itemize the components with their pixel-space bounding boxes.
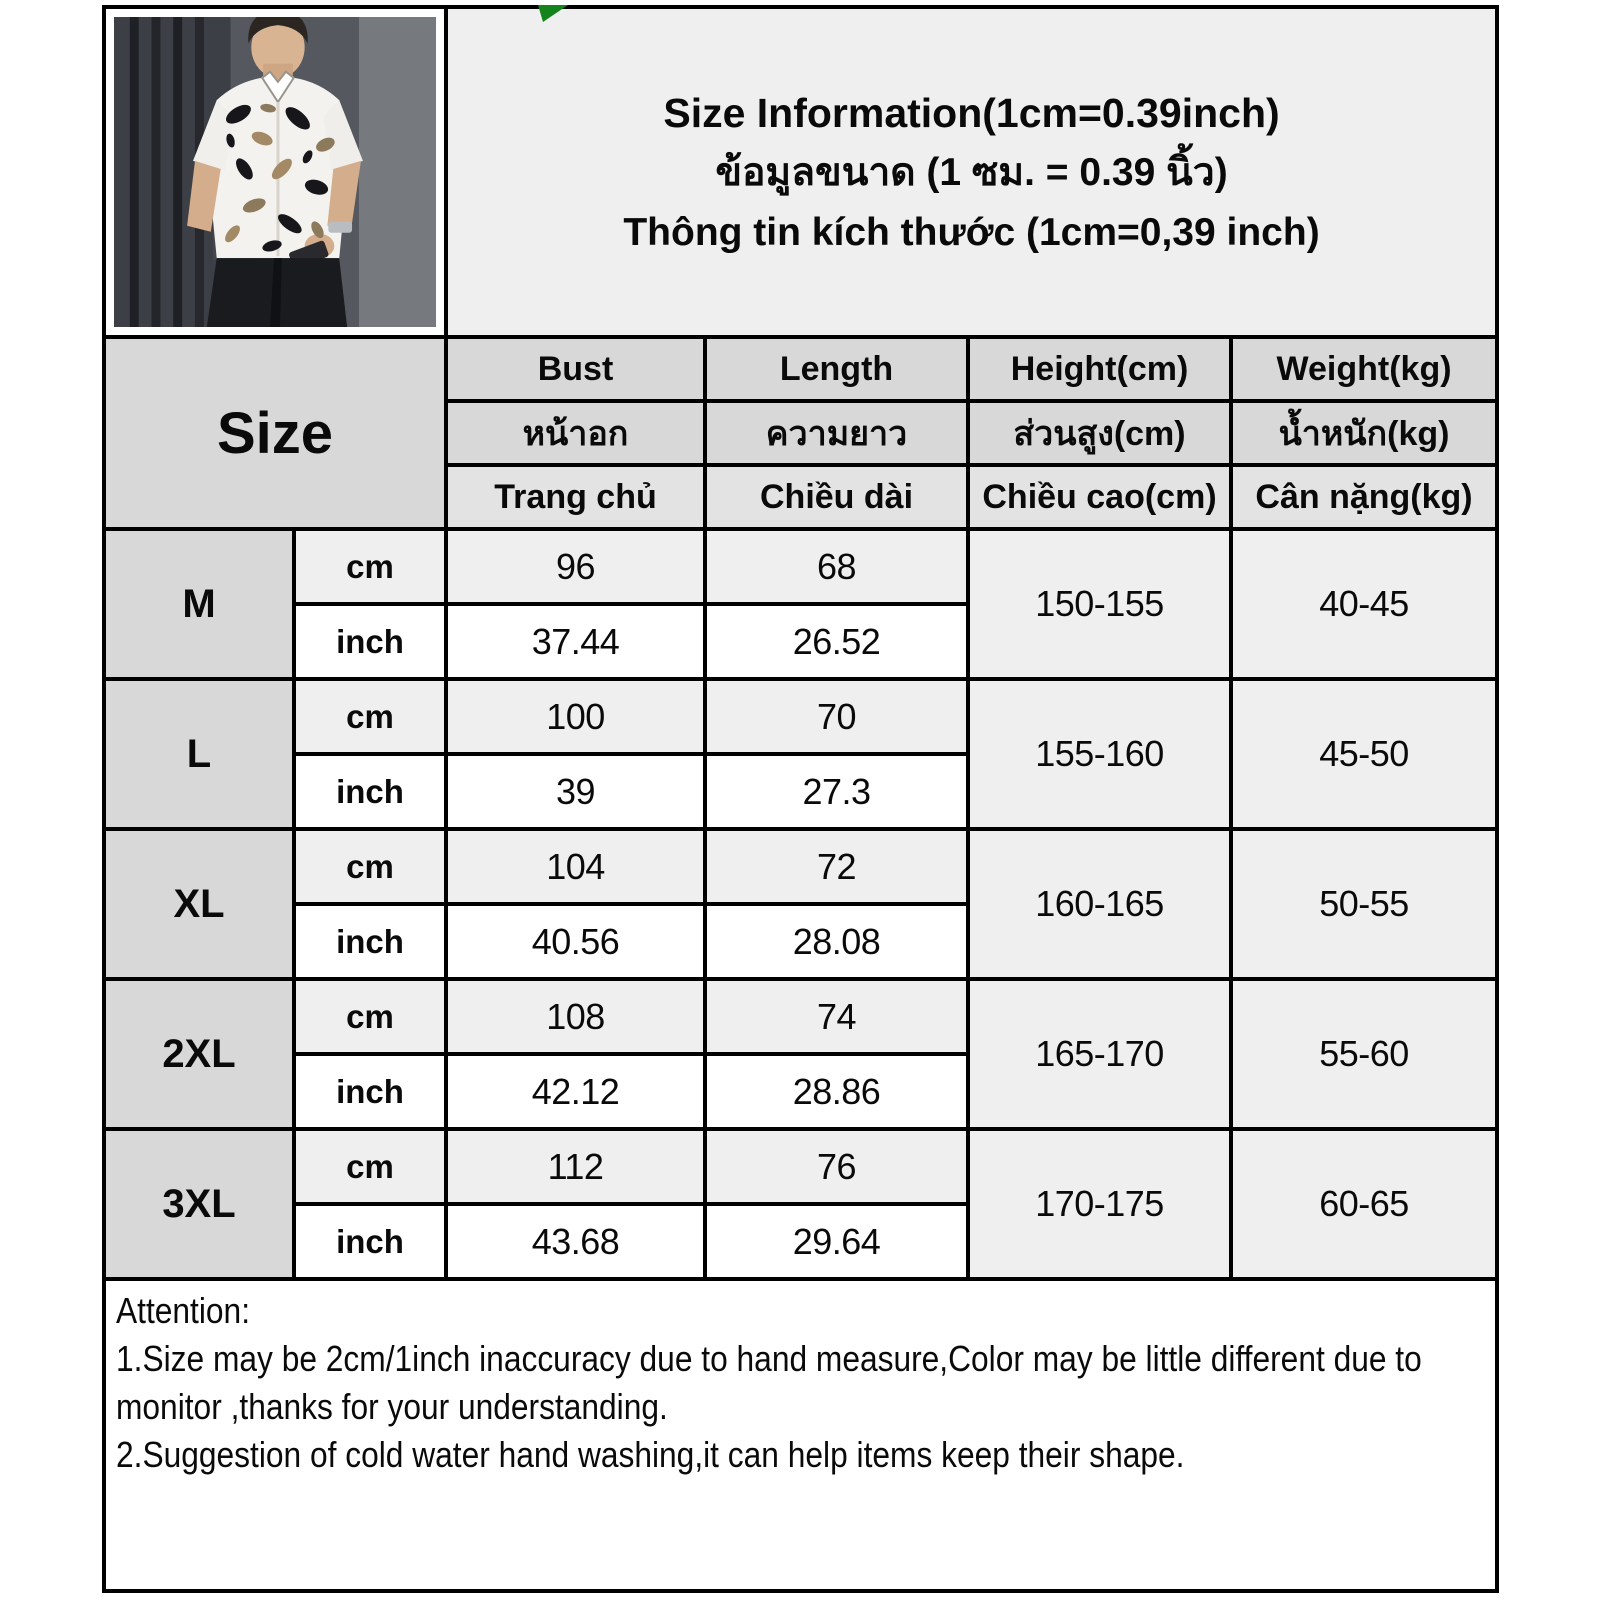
2xl-height-range: 165-170 [968, 979, 1231, 1129]
title-cell [446, 7, 1497, 337]
product-photo [114, 17, 436, 327]
size-chart-sheet [102, 5, 1495, 1593]
l-unit-inch: inch [294, 754, 446, 829]
3xl-length-inch: 29.64 [705, 1204, 968, 1279]
3xl-bust-inch: 43.68 [446, 1204, 705, 1279]
weight-header-th: น้ำหนัก(kg) [1231, 401, 1497, 465]
m-height-range: 150-155 [968, 529, 1231, 679]
2xl-weight-range: 55-60 [1231, 979, 1497, 1129]
xl-length-cm: 72 [705, 829, 968, 904]
xl-height-range: 160-165 [968, 829, 1231, 979]
l-weight-range: 45-50 [1231, 679, 1497, 829]
l-length-cm: 70 [705, 679, 968, 754]
title-vietnamese: Thông tin kích thước (1cm=0,39 inch) [623, 210, 1320, 254]
attention-heading: Attention: [116, 1290, 251, 1331]
title-thai: ข้อมูลขนาด (1 ซม. = 0.39 นิ้ว) [715, 150, 1228, 194]
height-header-en: Height(cm) [968, 337, 1231, 401]
bust-header-th: หน้าอก [446, 401, 705, 465]
attention-note-1: 1.Size may be 2cm/1inch inaccuracy due to hand measure,Color may be little different due to monitor ,thanks for your understanding. [116, 1338, 1422, 1427]
weight-header-vi: Cân nặng(kg) [1231, 465, 1497, 529]
m-length-cm: 68 [705, 529, 968, 604]
3xl-bust-cm: 112 [446, 1129, 705, 1204]
m-size-label: M [104, 529, 294, 679]
3xl-size-label: 3XL [104, 1129, 294, 1279]
3xl-weight-range: 60-65 [1231, 1129, 1497, 1279]
product-photo-cell [104, 7, 446, 337]
length-header-th: ความยาว [705, 401, 968, 465]
2xl-unit-inch: inch [294, 1054, 446, 1129]
attention-note-2: 2.Suggestion of cold water hand washing,it can help items keep their shape. [116, 1434, 1185, 1475]
xl-weight-range: 50-55 [1231, 829, 1497, 979]
length-header-vi: Chiều dài [705, 465, 968, 529]
bust-header-en: Bust [446, 337, 705, 401]
attention-section [104, 1279, 1497, 1591]
l-height-range: 155-160 [968, 679, 1231, 829]
3xl-height-range: 170-175 [968, 1129, 1231, 1279]
m-weight-range: 40-45 [1231, 529, 1497, 679]
l-length-inch: 27.3 [705, 754, 968, 829]
2xl-size-label: 2XL [104, 979, 294, 1129]
m-length-inch: 26.52 [705, 604, 968, 679]
l-unit-cm: cm [294, 679, 446, 754]
l-bust-cm: 100 [446, 679, 705, 754]
3xl-unit-cm: cm [294, 1129, 446, 1204]
m-unit-cm: cm [294, 529, 446, 604]
m-unit-inch: inch [294, 604, 446, 679]
3xl-length-cm: 76 [705, 1129, 968, 1204]
l-size-label: L [104, 679, 294, 829]
3xl-unit-inch: inch [294, 1204, 446, 1279]
weight-header-en: Weight(kg) [1231, 337, 1497, 401]
2xl-bust-inch: 42.12 [446, 1054, 705, 1129]
2xl-bust-cm: 108 [446, 979, 705, 1054]
xl-size-label: XL [104, 829, 294, 979]
2xl-unit-cm: cm [294, 979, 446, 1054]
title-english: Size Information(1cm=0.39inch) [663, 89, 1280, 136]
xl-unit-cm: cm [294, 829, 446, 904]
2xl-length-inch: 28.86 [705, 1054, 968, 1129]
xl-length-inch: 28.08 [705, 904, 968, 979]
green-corner-ribbon-icon [538, 5, 568, 22]
size-column-header: Size [104, 337, 446, 529]
bust-header-vi: Trang chủ [446, 465, 705, 529]
xl-bust-cm: 104 [446, 829, 705, 904]
height-header-th: ส่วนสูง(cm) [968, 401, 1231, 465]
2xl-length-cm: 74 [705, 979, 968, 1054]
l-bust-inch: 39 [446, 754, 705, 829]
m-bust-inch: 37.44 [446, 604, 705, 679]
xl-unit-inch: inch [294, 904, 446, 979]
m-bust-cm: 96 [446, 529, 705, 604]
xl-bust-inch: 40.56 [446, 904, 705, 979]
height-header-vi: Chiều cao(cm) [968, 465, 1231, 529]
length-header-en: Length [705, 337, 968, 401]
model-in-floral-shirt-illustration [114, 17, 436, 327]
size-table [102, 5, 1499, 1593]
